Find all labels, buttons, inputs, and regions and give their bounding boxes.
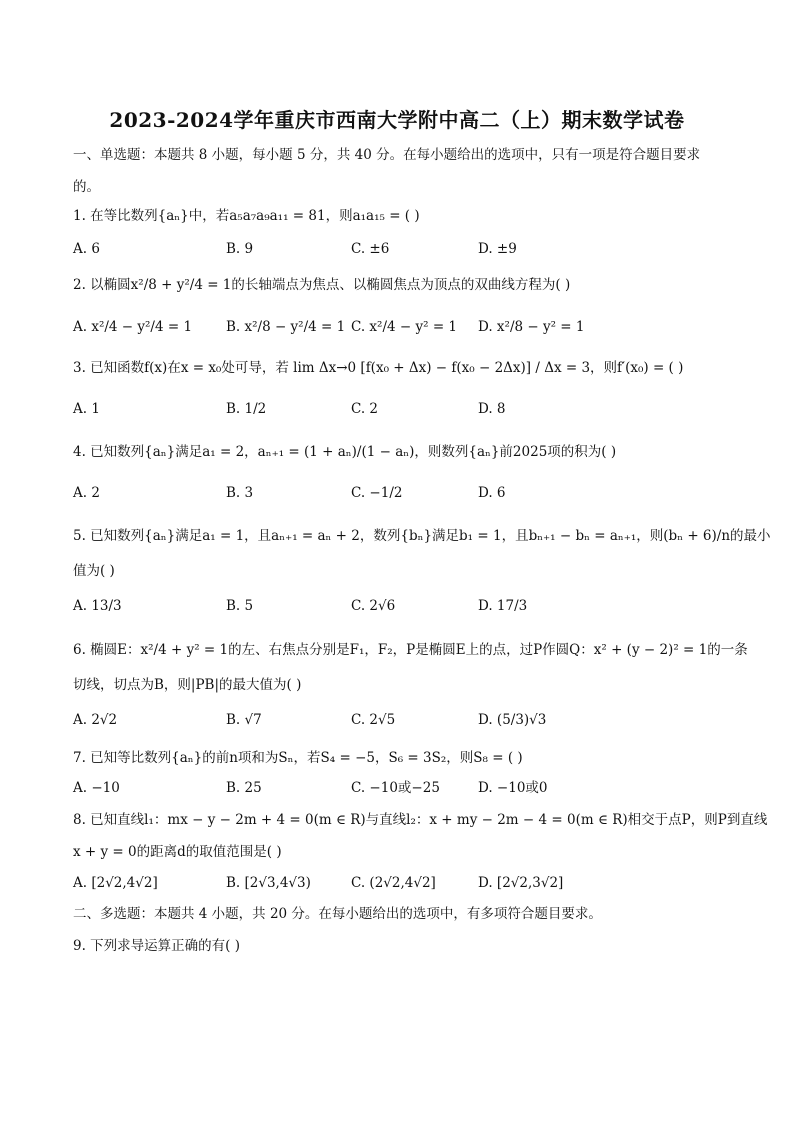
option-c: C. (2√2,4√2]	[351, 875, 436, 891]
option-a: A. −10	[73, 780, 120, 796]
option-c: C. 2√5	[351, 712, 396, 728]
option-a: A. 2	[73, 485, 100, 501]
option-d: D. (5/3)√3	[478, 712, 547, 728]
option-d: D. ±9	[478, 241, 517, 257]
option-b: B. 3	[226, 485, 254, 501]
option-a: A. x²/4 − y²/4 = 1	[73, 319, 193, 335]
option-b: B. x²/8 − y²/4 = 1	[226, 319, 346, 335]
option-b: B. [2√3,4√3)	[226, 875, 311, 891]
option-d: D. 8	[478, 401, 506, 417]
option-d: D. 17/3	[478, 598, 528, 614]
question-4-stem: 4. 已知数列{aₙ}满足a₁ = 2，aₙ₊₁ = (1 + aₙ)/(1 − aₙ)，则数列{aₙ}前2025项的积为( )	[73, 444, 617, 460]
option-b: B. 9	[226, 241, 254, 257]
option-c: C. ±6	[351, 241, 390, 257]
option-c: C. −10或−25	[351, 780, 440, 796]
option-d: D. x²/8 − y² = 1	[478, 319, 585, 335]
question-7-stem: 7. 已知等比数列{aₙ}的前n项和为Sₙ，若S₄ = −5，S₆ = 3S₂，则S₈ = ( )	[73, 750, 523, 766]
option-d: D. −10或0	[478, 780, 548, 796]
option-b: B. √7	[226, 712, 262, 728]
question-5-stem-line1: 5. 已知数列{aₙ}满足a₁ = 1，且aₙ₊₁ = aₙ + 2，数列{bₙ}满足b₁ = 1，且bₙ₊₁ − bₙ = aₙ₊₁，则(bₙ + 6)/n的最小	[73, 528, 771, 544]
option-a: A. 13/3	[73, 598, 122, 614]
exam-title: 2023-2024学年重庆市西南大学附中高二（上）期末数学试卷	[109, 108, 685, 132]
question-3-stem: 3. 已知函数f(x)在x = x₀处可导，若 lim Δx→0 [f(x₀ + Δx) − f(x₀ − 2Δx)] / Δx = 3，则f′(x₀) = ( )	[73, 360, 684, 376]
option-a: A. 6	[73, 241, 100, 257]
question-5-stem-line2: 值为( )	[73, 563, 115, 579]
question-2-stem: 2. 以椭圆x²/8 + y²/4 = 1的长轴端点为焦点、以椭圆焦点为顶点的双曲线方程为( )	[73, 277, 571, 293]
option-a: A. 2√2	[73, 712, 118, 728]
option-d: D. 6	[478, 485, 506, 501]
question-8-stem-line2: x + y = 0的距离d的取值范围是( )	[73, 844, 282, 860]
question-9-stem: 9. 下列求导运算正确的有( )	[73, 938, 240, 954]
option-c: C. −1/2	[351, 485, 403, 501]
option-c: C. x²/4 − y² = 1	[351, 319, 458, 335]
question-6-stem-line2: 切线，切点为B，则|PB|的最大值为( )	[73, 677, 302, 693]
section1-header-line1: 一、单选题：本题共 8 小题，每小题 5 分，共 40 分。在每小题给出的选项中，只有一项是符合题目要求	[73, 147, 701, 163]
option-c: C. 2	[351, 401, 379, 417]
option-d: D. [2√2,3√2]	[478, 875, 564, 891]
section2-header: 二、多选题：本题共 4 小题，共 20 分。在每小题给出的选项中，有多项符合题目要求。	[73, 906, 602, 922]
option-b: B. 5	[226, 598, 254, 614]
option-c: C. 2√6	[351, 598, 396, 614]
section1-header-line2: 的。	[73, 179, 100, 195]
option-a: A. 1	[73, 401, 100, 417]
option-a: A. [2√2,4√2]	[73, 875, 158, 891]
question-6-stem-line1: 6. 椭圆E：x²/4 + y² = 1的左、右焦点分别是F₁，F₂，P是椭圆E上的点，过P作圆Q：x² + (y − 2)² = 1的一条	[73, 642, 748, 658]
question-1-stem: 1. 在等比数列{aₙ}中，若a₅a₇a₉a₁₁ = 81，则a₁a₁₅ = ( )	[73, 208, 420, 224]
option-b: B. 25	[226, 780, 262, 796]
option-b: B. 1/2	[226, 401, 267, 417]
question-8-stem-line1: 8. 已知直线l₁：mx − y − 2m + 4 = 0(m ∈ R)与直线l₂：x + my − 2m − 4 = 0(m ∈ R)相交于点P，则P到直线	[73, 812, 768, 828]
